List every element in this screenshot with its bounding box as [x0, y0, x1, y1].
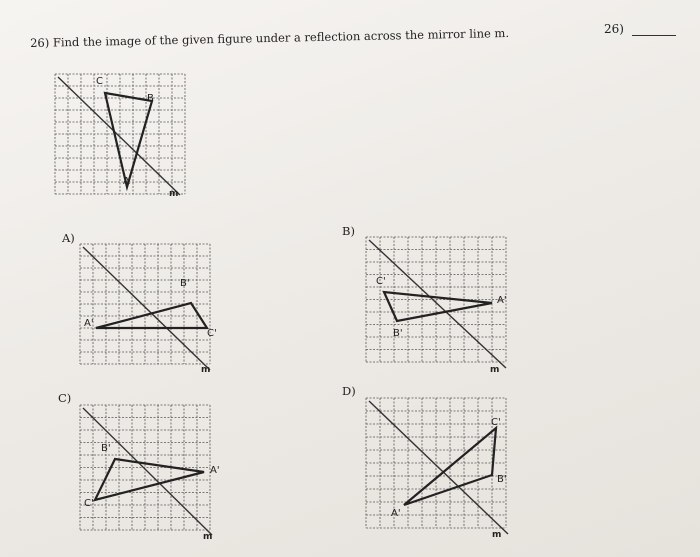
mirror-label-m: m [203, 532, 213, 542]
mirror-line-m [369, 401, 508, 534]
vertex-label-b-prime: B' [101, 443, 111, 454]
vertex-label-b-prime: B' [497, 474, 507, 485]
mirror-line-m [83, 408, 212, 535]
mirror-label-m: m [492, 530, 502, 540]
vertex-label-c-prime: C' [376, 276, 386, 287]
option-a-figure[interactable] [80, 244, 220, 374]
mirror-line-m [83, 247, 210, 370]
vertex-label-a-prime: A' [84, 318, 94, 329]
triangle-image [95, 459, 204, 500]
vertex-label-c: C [96, 76, 103, 87]
vertex-label-c-prime: C' [491, 417, 501, 428]
option-a-label[interactable]: A) [62, 231, 75, 245]
option-d-label[interactable]: D) [342, 384, 356, 398]
answer-line[interactable] [632, 35, 676, 36]
vertex-label-b-prime: B' [180, 278, 190, 289]
vertex-label-c-prime: C' [84, 498, 94, 509]
option-b-figure[interactable] [366, 237, 516, 375]
question-prompt: 26) Find the image of the given figure under a reflection across the mirror line m. [30, 25, 510, 50]
mirror-label-m: m [169, 189, 179, 199]
vertex-label-a-prime: A' [391, 508, 401, 519]
triangle-image [384, 292, 492, 321]
vertex-label-b-prime: B' [393, 328, 403, 339]
option-b-label[interactable]: B) [342, 224, 355, 238]
option-c-figure[interactable] [80, 405, 220, 540]
mirror-label-m: m [490, 365, 500, 375]
question-number: 26) [604, 22, 624, 36]
vertex-label-a: A [123, 176, 130, 187]
triangle-abc [105, 93, 152, 187]
vertex-label-a-prime: A' [497, 295, 507, 306]
vertex-label-c-prime: C' [207, 328, 217, 339]
mirror-label-m: m [201, 365, 211, 375]
original-figure [55, 74, 195, 204]
vertex-label-a-prime: A' [210, 465, 220, 476]
option-c-label[interactable]: C) [58, 391, 72, 405]
option-d-figure[interactable] [366, 398, 516, 538]
vertex-label-b: B [147, 93, 154, 104]
triangle-image [96, 303, 207, 328]
